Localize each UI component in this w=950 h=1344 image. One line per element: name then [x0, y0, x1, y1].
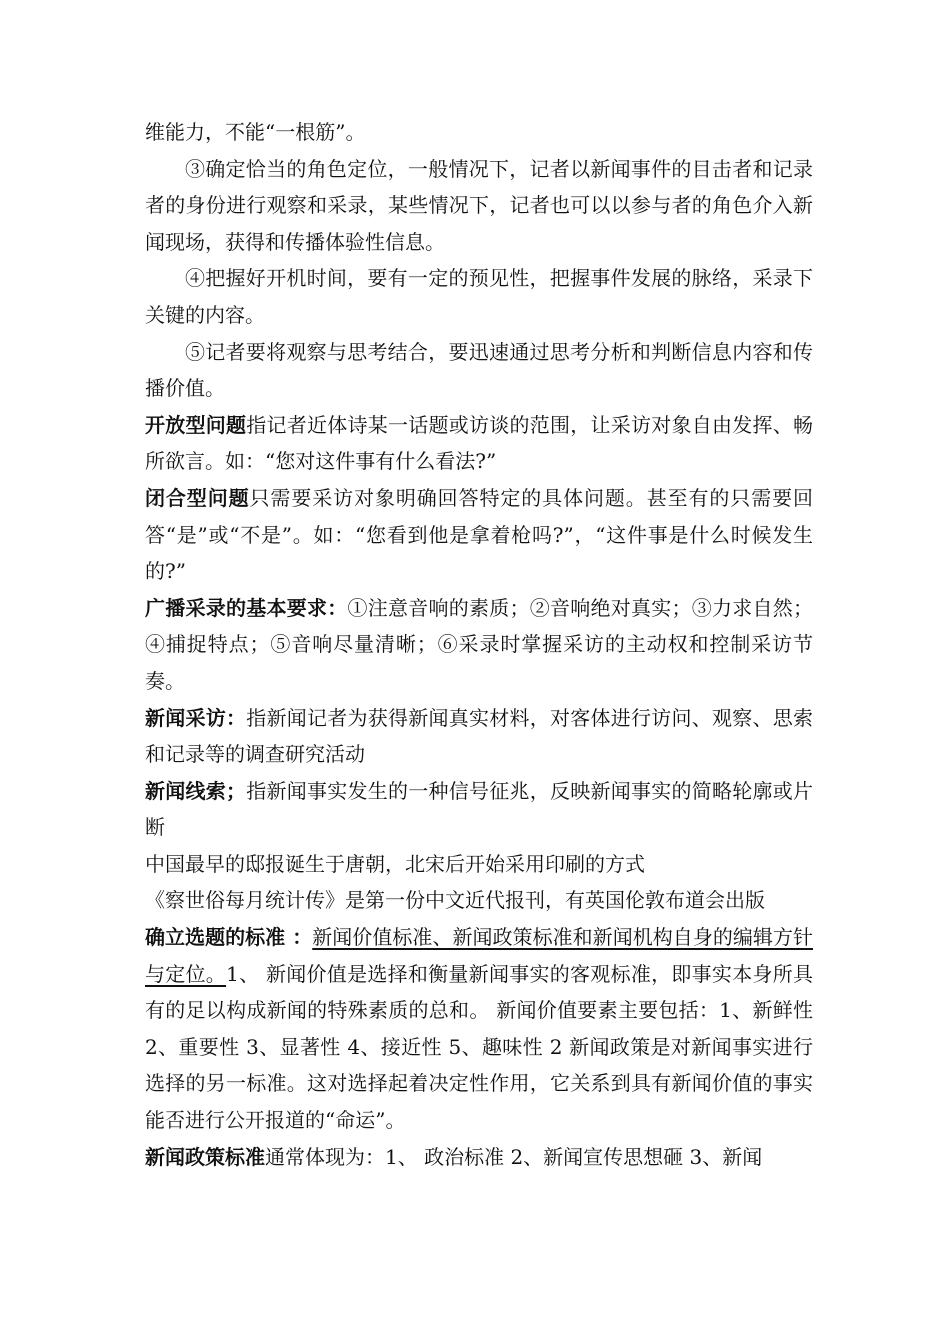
paragraph-text: 只需要采访对象明确回答特定的具体问题。甚至有的只需要回答“是”或“不是”。如：“您看到他是拿着枪吗?”，“这件事是什么时候发生的?”	[145, 485, 814, 584]
underlined-text: 新闻价值标准、新闻政策标准和新闻机构自身的编辑方针与定位。	[145, 925, 813, 986]
term-heading: 闭合型问题	[145, 485, 250, 510]
term-heading: 确立选题的标准 ：	[145, 925, 313, 950]
paragraph-text: 指新闻事实发生的一种信号征兆，反映新闻事实的简略轮廓或片断	[145, 778, 813, 840]
paragraph-item-4	[145, 260, 813, 333]
paragraph-text: 中国最早的邸报诞生于唐朝，北宋后开始采用印刷的方式	[145, 851, 645, 876]
term-heading: 新闻采访：	[145, 705, 247, 730]
paragraph-text: 指新闻记者为获得新闻真实材料，对客体进行访问、观察、思索和记录等的调查研究活动	[145, 705, 813, 767]
document-body	[145, 114, 813, 1175]
paragraph-text: ⑤记者要将观察与思考结合，要迅速通过思考分析和判断信息内容和传播价值。	[145, 339, 813, 401]
paragraph-text: 《察世俗每月统计传》是第一份中文近代报刊，有英国伦敦布道会出版	[145, 888, 765, 913]
paragraph-text: ④把握好开机时间，要有一定的预见性，把握事件发展的脉络，采录下关键的内容。	[145, 266, 813, 327]
paragraph-open-questions	[145, 407, 813, 480]
term-heading: 新闻线索；	[145, 778, 246, 803]
term-heading: 新闻政策标准	[145, 1144, 265, 1169]
paragraph-text: ①注意音响的素质；②音响绝对真实；③力求自然；④捕捉特点；⑤音响尽量清晰；⑥采录时掌握采访的主动权和控制采访节奏。	[145, 595, 813, 693]
paragraph-text: 维能力，不能“一根筋”。	[145, 120, 366, 144]
paragraph-dibao	[145, 846, 813, 883]
paragraph-item-5	[145, 334, 813, 407]
paragraph-news-interview	[145, 700, 813, 773]
paragraph-closed-questions	[145, 480, 813, 590]
paragraph-text: 1、 新闻价值是选择和衡量新闻事实的客观标准，即事实本身所具有的足以构成新闻的特殊素质的总和。 新闻价值要素主要包括：1、新鲜性 2、重要性 3、显著性 4、接近性 5、趣味性 2 新闻政策是对新闻事实进行选择的另一标准。这对选择起着决定性作用，它关系到具有新闻价值的事实能否进行公开报道的“命运”。	[145, 961, 814, 1133]
paragraph-first-periodical	[145, 882, 813, 919]
paragraph-news-clues	[145, 773, 813, 846]
paragraph-continuation	[145, 114, 813, 151]
paragraph-text: 通常体现为：1、 政治标准 2、新闻宣传思想砸 3、新闻	[265, 1144, 763, 1169]
paragraph-text: ③确定恰当的角色定位，一般情况下，记者以新闻事件的目击者和记录者的身份进行观察和采录，某些情况下，记者也可以以参与者的角色介入新闻现场，获得和传播体验性信息。	[145, 156, 813, 254]
paragraph-text: 指记者近体诗某一话题或访谈的范围，让采访对象自由发挥、畅所欲言。如：“您对这件事有什么看法?”	[145, 412, 813, 474]
term-heading: 广播采录的基本要求：	[145, 595, 348, 620]
paragraph-radio-recording	[145, 590, 813, 700]
paragraph-item-3	[145, 151, 813, 261]
paragraph-topic-standards	[145, 919, 813, 1139]
paragraph-policy-standards	[145, 1139, 813, 1176]
term-heading: 开放型问题	[145, 412, 247, 437]
